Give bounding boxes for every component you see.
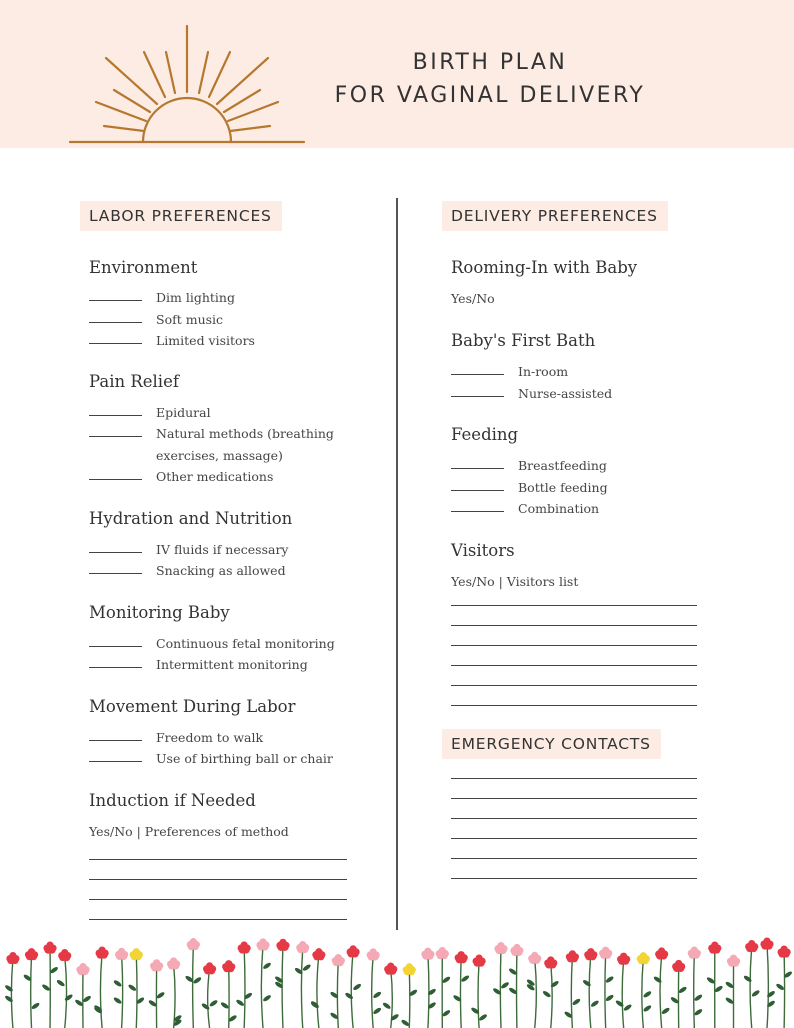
item-label: Bottle feeding	[518, 479, 608, 495]
blank-line[interactable]	[89, 343, 142, 344]
checklist-item[interactable]	[89, 287, 380, 309]
item-label: Breastfeeding	[518, 458, 607, 473]
blank-line[interactable]	[89, 740, 142, 741]
induction-note: Yes/No | Preferences of method	[89, 823, 289, 839]
checklist-item[interactable]	[89, 633, 380, 655]
blank-line[interactable]	[451, 374, 504, 375]
blank-line[interactable]	[451, 511, 504, 512]
column-divider	[396, 198, 398, 930]
feeding-title: Feeding	[451, 425, 519, 444]
blank-line[interactable]	[89, 300, 142, 301]
sun-icon	[68, 22, 308, 148]
writing-line[interactable]	[451, 666, 697, 686]
checklist-item[interactable]	[89, 466, 380, 488]
checklist-item[interactable]	[89, 423, 349, 466]
writing-line[interactable]	[451, 839, 697, 859]
emergency-writing-lines[interactable]	[451, 759, 697, 879]
visitors-writing-lines[interactable]	[451, 586, 697, 706]
checklist-item[interactable]	[451, 477, 742, 499]
item-label: Freedom to walk	[156, 729, 264, 745]
induction-title: Induction if Needed	[89, 790, 256, 810]
title-line-2: FOR VAGINAL DELIVERY	[334, 83, 646, 108]
blank-line[interactable]	[89, 415, 142, 416]
page-title	[300, 46, 680, 112]
checklist-item[interactable]	[451, 455, 742, 477]
blank-line[interactable]	[89, 667, 142, 668]
blank-line[interactable]	[89, 761, 142, 762]
item-label: Intermittent monitoring	[156, 657, 308, 672]
item-label: Combination	[518, 501, 600, 516]
checklist-item[interactable]	[451, 361, 742, 383]
hydration-title: Hydration and Nutrition	[89, 508, 293, 528]
checklist-item[interactable]	[89, 654, 380, 676]
movement-title: Movement During Labor	[89, 696, 296, 716]
item-label: IV fluids if necessary	[156, 541, 289, 557]
blank-line[interactable]	[89, 646, 142, 647]
writing-line[interactable]	[451, 686, 697, 706]
blank-line[interactable]	[451, 468, 504, 469]
bath-title: Baby's First Bath	[451, 331, 596, 350]
header-banner	[0, 0, 794, 148]
labor-preferences-heading: LABOR PREFERENCES	[80, 201, 282, 231]
induction-writing-lines[interactable]	[89, 840, 347, 920]
checklist-item[interactable]	[451, 498, 742, 520]
item-label: Epidural	[156, 404, 211, 420]
flower-border-icon	[0, 936, 794, 1028]
labor-preferences-column	[80, 201, 380, 920]
checklist-item[interactable]	[89, 748, 380, 770]
emergency-contacts-heading: EMERGENCY CONTACTS	[442, 729, 661, 759]
checklist-item[interactable]	[89, 560, 380, 582]
item-label: Soft music	[156, 311, 224, 327]
blank-line[interactable]	[451, 396, 504, 397]
item-label: Natural methods (breathing exercises, massage)	[156, 426, 334, 463]
item-label: Snacking as allowed	[156, 563, 286, 578]
blank-line[interactable]	[451, 490, 504, 491]
blank-line[interactable]	[89, 322, 142, 323]
monitoring-title: Monitoring Baby	[89, 602, 230, 622]
rooming-title: Rooming-In with Baby	[451, 258, 638, 277]
item-label: Limited visitors	[156, 333, 255, 348]
visitors-note: Yes/No | Visitors list	[451, 573, 579, 589]
writing-line[interactable]	[89, 840, 347, 860]
item-label: In-room	[518, 364, 569, 379]
writing-line[interactable]	[89, 900, 347, 920]
checklist-item[interactable]	[451, 383, 742, 405]
blank-line[interactable]	[89, 552, 142, 553]
visitors-title: Visitors	[451, 540, 515, 560]
delivery-preferences-column	[442, 201, 742, 879]
writing-line[interactable]	[451, 626, 697, 646]
checklist-item[interactable]	[89, 402, 380, 424]
item-label: Continuous fetal monitoring	[156, 635, 335, 651]
blank-line[interactable]	[89, 436, 142, 437]
item-label: Nurse-assisted	[518, 385, 613, 401]
writing-line[interactable]	[451, 859, 697, 879]
writing-line[interactable]	[89, 860, 347, 880]
delivery-preferences-heading: DELIVERY PREFERENCES	[442, 201, 668, 231]
blank-line[interactable]	[89, 573, 142, 574]
checklist-item[interactable]	[89, 309, 380, 331]
writing-line[interactable]	[451, 799, 697, 819]
writing-line[interactable]	[451, 759, 697, 779]
writing-line[interactable]	[451, 606, 697, 626]
item-label: Dim lighting	[156, 290, 235, 305]
checklist-item[interactable]	[89, 727, 380, 749]
item-label: Use of birthing ball or chair	[156, 751, 333, 766]
checklist-item[interactable]	[89, 330, 380, 352]
item-label: Other medications	[156, 469, 274, 484]
blank-line[interactable]	[89, 479, 142, 480]
rooming-note: Yes/No	[451, 291, 495, 306]
writing-line[interactable]	[451, 779, 697, 799]
writing-line[interactable]	[451, 819, 697, 839]
title-line-1: BIRTH PLAN	[412, 50, 568, 75]
environment-title: Environment	[89, 258, 198, 277]
pain-relief-title: Pain Relief	[89, 371, 179, 391]
checklist-item[interactable]	[89, 539, 380, 561]
writing-line[interactable]	[89, 880, 347, 900]
writing-line[interactable]	[451, 646, 697, 666]
